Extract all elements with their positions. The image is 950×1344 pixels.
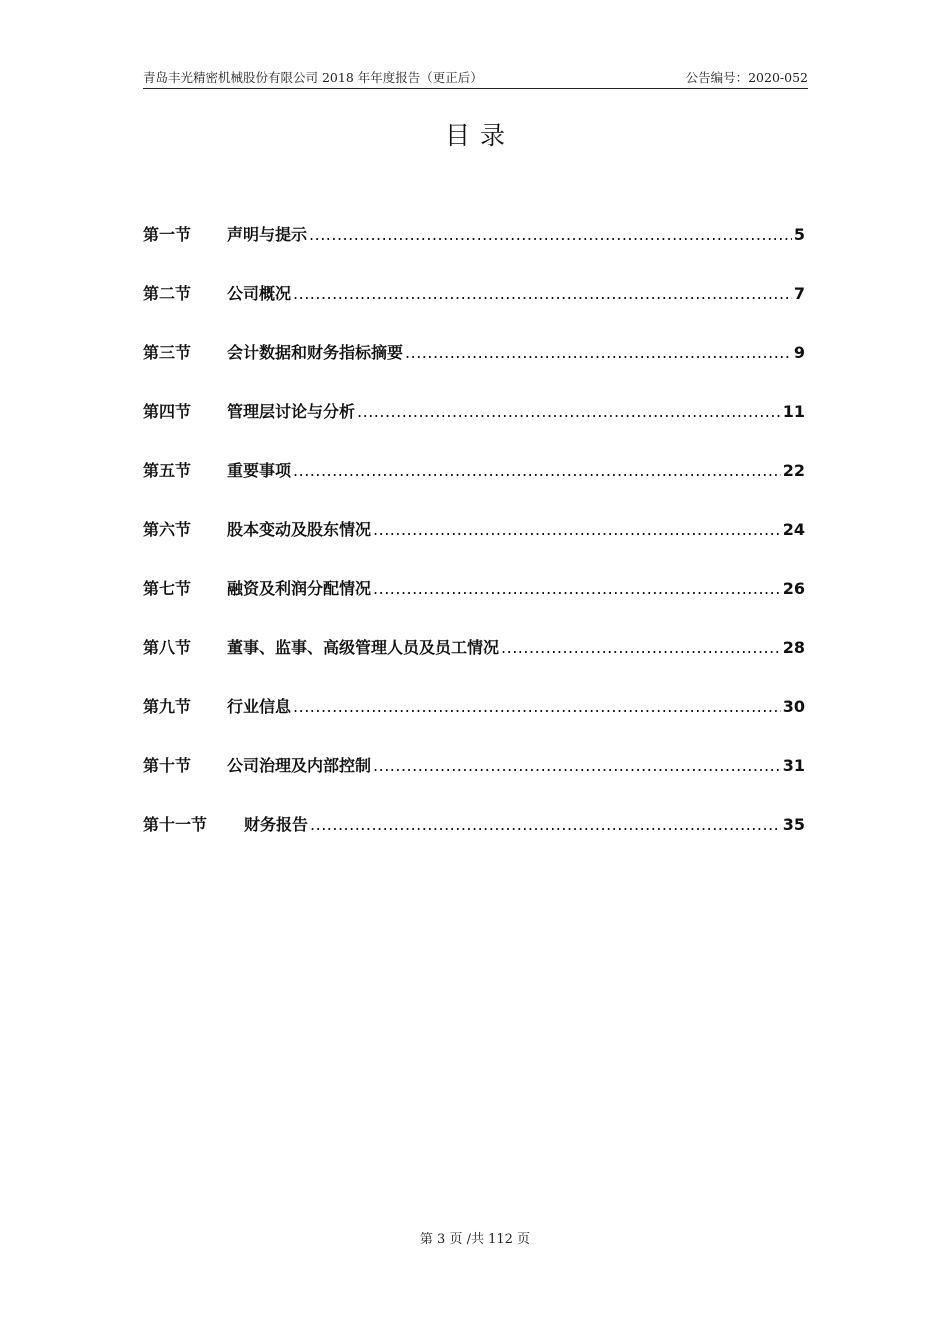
header-announcement-number: 公告编号：2020-052 — [685, 70, 808, 85]
toc-entry-title: 重要事项 — [227, 461, 292, 480]
page-footer-page-number: 第 3 页 /共 112 页 — [419, 1232, 531, 1247]
toc-dot-leader — [293, 284, 792, 303]
toc-title: 目录 — [444, 121, 515, 150]
toc-entry-page: 9 — [793, 343, 805, 362]
toc-entry-page: 22 — [782, 461, 805, 480]
header-company-report-title: 青岛丰光精密机械股份有限公司 2018 年年度报告（更正后） — [143, 70, 483, 85]
toc-dot-leader — [310, 815, 781, 834]
page-header — [143, 66, 808, 89]
toc-entry-page: 7 — [793, 284, 805, 303]
toc-entry-title: 会计数据和财务指标摘要 — [227, 343, 404, 362]
toc-entry-title: 管理层讨论与分析 — [227, 402, 356, 421]
toc-entry-page: 31 — [782, 756, 805, 775]
toc-entry-page: 28 — [782, 638, 805, 657]
toc-entry[interactable] — [143, 399, 805, 458]
toc-dot-leader — [309, 225, 792, 244]
toc-entry-page: 26 — [782, 579, 805, 598]
toc-entry-section-number: 第一节 — [143, 225, 192, 244]
toc-entry-title: 融资及利润分配情况 — [227, 579, 372, 598]
toc-entry-title: 声明与提示 — [227, 225, 308, 244]
toc-entry-title: 财务报告 — [244, 815, 309, 834]
toc-entry-page: 11 — [782, 402, 805, 421]
toc-entry-section-number: 第二节 — [143, 284, 192, 303]
toc-dot-leader — [405, 343, 792, 362]
toc-entry-section-number: 第十一节 — [143, 815, 208, 834]
toc-entry[interactable] — [143, 753, 805, 812]
toc-entry-page: 35 — [782, 815, 805, 834]
toc-entry[interactable] — [143, 458, 805, 517]
toc-entry-section-number: 第九节 — [143, 697, 192, 716]
toc-entry-section-number: 第四节 — [143, 402, 192, 421]
toc-entry-page: 30 — [782, 697, 805, 716]
toc-entry-title: 公司治理及内部控制 — [227, 756, 372, 775]
toc-entry-section-number: 第三节 — [143, 343, 192, 362]
toc-entry-page: 5 — [793, 225, 805, 244]
toc-dot-leader — [373, 520, 781, 539]
toc-entry[interactable] — [143, 340, 805, 399]
toc-entry-section-number: 第六节 — [143, 520, 192, 539]
toc-entry-title: 公司概况 — [227, 284, 292, 303]
toc-entry-title: 行业信息 — [227, 697, 292, 716]
toc-dot-leader — [373, 579, 781, 598]
toc-entry[interactable] — [143, 517, 805, 576]
toc-entry-section-number: 第十节 — [143, 756, 192, 775]
toc-entry-section-number: 第七节 — [143, 579, 192, 598]
toc-entry[interactable] — [143, 694, 805, 753]
toc-entry-title: 董事、监事、高级管理人员及员工情况 — [227, 638, 500, 657]
toc-dot-leader — [373, 756, 781, 775]
toc-dot-leader — [357, 402, 781, 421]
toc-entry-section-number: 第五节 — [143, 461, 192, 480]
toc-dot-leader — [501, 638, 781, 657]
toc-entry[interactable] — [143, 812, 805, 871]
toc-entry-title: 股本变动及股东情况 — [227, 520, 372, 539]
table-of-contents — [143, 222, 805, 871]
toc-entry[interactable] — [143, 576, 805, 635]
toc-dot-leader — [293, 461, 781, 480]
toc-entry-section-number: 第八节 — [143, 638, 192, 657]
toc-entry-page: 24 — [782, 520, 805, 539]
toc-entry[interactable] — [143, 635, 805, 694]
toc-entry[interactable] — [143, 222, 805, 281]
toc-dot-leader — [293, 697, 781, 716]
toc-entry[interactable] — [143, 281, 805, 340]
